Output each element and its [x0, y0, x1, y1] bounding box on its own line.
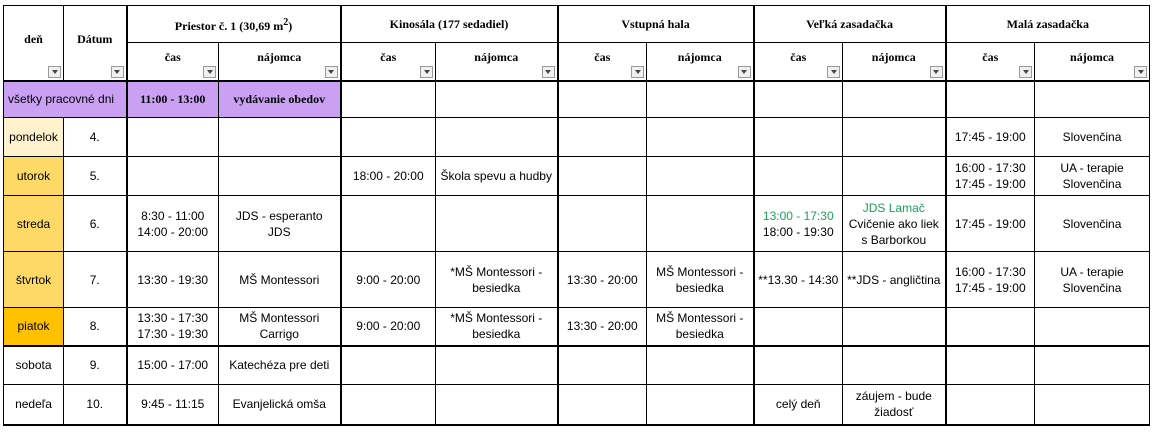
date-cell: 6. — [64, 196, 127, 252]
p1-tenant-cell — [219, 308, 341, 346]
tenant-line: žiadosť — [874, 405, 914, 420]
tenant-line: Slovenčina — [1062, 177, 1122, 191]
p1-time-cell: 13:30 - 19:30 — [127, 252, 219, 308]
tenant-line: UA - terapie — [1060, 161, 1124, 175]
header-najomca — [219, 43, 341, 81]
room-title: Veľká zasadačka — [806, 17, 893, 31]
empty-cell — [219, 157, 341, 196]
velka-tenant-cell — [843, 385, 946, 425]
filter-dropdown-icon[interactable] — [1019, 66, 1032, 78]
velka-time-cell: celý deň — [754, 385, 843, 425]
mala-tenant-cell: Slovenčina — [1035, 196, 1150, 252]
kino-tenant-cell — [436, 308, 558, 346]
empty-cell — [1035, 81, 1150, 118]
empty-cell — [946, 308, 1035, 346]
kino-time-cell: 9:00 - 20:00 — [341, 308, 436, 346]
time-line: 13:00 - 17:30 — [762, 208, 834, 223]
room-title: Kinosála (177 sedadiel) — [389, 17, 509, 31]
filter-dropdown-icon[interactable] — [325, 66, 338, 78]
room-title: Malá zasadačka — [1006, 17, 1089, 31]
empty-cell — [1035, 346, 1150, 385]
table-row-all-workdays — [4, 81, 1150, 118]
filter-dropdown-icon[interactable] — [631, 66, 644, 78]
day-cell — [4, 81, 127, 118]
empty-cell — [1035, 308, 1150, 346]
tenant-line: besiedka — [472, 327, 521, 342]
mala-tenant-cell: Slovenčina — [1035, 118, 1150, 157]
filter-dropdown-icon[interactable] — [930, 66, 943, 78]
table-row-nedela — [4, 385, 1150, 425]
time-line: 17:45 - 19:00 — [954, 177, 1026, 191]
header-row-rooms — [4, 6, 1150, 43]
p1-time-cell: 9:45 - 11:15 — [127, 385, 219, 425]
day-cell: utorok — [4, 157, 64, 196]
tenant-line: JDS Lamač — [862, 200, 925, 215]
kino-time-cell: 18:00 - 20:00 — [341, 157, 436, 196]
header-den-label: deň — [24, 31, 43, 46]
empty-cell — [754, 308, 843, 346]
empty-cell — [754, 118, 843, 157]
velka-time-cell: **13.30 - 14:30 — [754, 252, 843, 308]
mala-time-cell: 17:45 - 19:00 — [946, 196, 1035, 252]
time-line: 13:30 - 17:30 — [137, 311, 209, 326]
table-row-stvrtok — [4, 252, 1150, 308]
p1-time-cell — [127, 196, 219, 252]
tenant-line: MŠ Montessori - — [656, 264, 744, 279]
filter-dropdown-icon[interactable] — [827, 66, 840, 78]
filter-dropdown-icon[interactable] — [48, 66, 61, 78]
time-line: 8:30 - 11:00 — [141, 208, 205, 223]
header-najomca — [1035, 43, 1150, 81]
p1-tenant-cell — [219, 196, 341, 252]
room-title-sup: 2 — [283, 16, 289, 28]
tenant-line: MŠ Montessori - — [656, 311, 744, 326]
empty-cell — [843, 118, 946, 157]
empty-cell — [341, 196, 436, 252]
header-najomca-label: nájomca — [474, 50, 519, 65]
mala-time-cell: 17:45 - 19:00 — [946, 118, 1035, 157]
room-title-end: ) — [288, 18, 293, 33]
table-row-pondelok — [4, 118, 1150, 157]
empty-cell — [754, 81, 843, 118]
mala-time-cell — [946, 252, 1035, 308]
tenant-line: s Barborkou — [861, 232, 927, 247]
time-line: 18:00 - 19:30 — [762, 224, 834, 239]
empty-cell — [843, 308, 946, 346]
header-cas-label: čas — [594, 50, 611, 65]
kino-time-cell: 9:00 - 20:00 — [341, 252, 436, 308]
empty-cell — [754, 157, 843, 196]
table-row-utorok — [4, 157, 1150, 196]
table-row-streda — [4, 196, 1150, 252]
header-najomca-label: nájomca — [1070, 50, 1115, 65]
header-cas-label: čas — [790, 50, 807, 65]
empty-cell — [219, 118, 341, 157]
tenant-line: besiedka — [675, 327, 724, 342]
table-row-piatok — [4, 308, 1150, 346]
header-room-mala-zasadacka — [946, 6, 1150, 43]
header-najomca — [436, 43, 558, 81]
tenant-line: Cvičenie ako liek — [848, 216, 939, 231]
hala-tenant-cell — [647, 252, 754, 308]
empty-cell — [127, 118, 219, 157]
time-line: 16:00 - 17:30 — [954, 264, 1026, 279]
date-cell: 5. — [64, 157, 127, 196]
date-cell: 8. — [64, 308, 127, 346]
day-cell: streda — [4, 196, 64, 252]
empty-cell — [754, 346, 843, 385]
p1-time-cell — [127, 308, 219, 346]
empty-cell — [558, 81, 647, 118]
empty-cell — [436, 346, 558, 385]
day-cell: sobota — [4, 346, 64, 385]
mala-tenant-cell — [1035, 252, 1150, 308]
time-line: 16:00 - 17:30 — [954, 161, 1026, 175]
filter-dropdown-icon[interactable] — [1134, 66, 1147, 78]
header-datum-label: Dátum — [77, 31, 113, 46]
empty-cell — [558, 157, 647, 196]
empty-cell — [647, 346, 754, 385]
day-cell: štvrtok — [4, 252, 64, 308]
empty-cell — [1035, 385, 1150, 425]
room-title: Priestor č. 1 (30,69 m — [174, 18, 284, 33]
p1-tenant-cell: Evanjelická omša — [219, 385, 341, 425]
date-cell: 4. — [64, 118, 127, 157]
filter-dropdown-icon[interactable] — [420, 66, 433, 78]
header-cas-label: čas — [982, 50, 999, 65]
empty-cell — [436, 385, 558, 425]
header-room-priestor — [127, 6, 341, 43]
empty-cell — [127, 157, 219, 196]
tenant-line: JDS — [267, 224, 291, 239]
header-najomca — [647, 43, 754, 81]
filter-dropdown-icon[interactable] — [542, 66, 555, 78]
mala-tenant-cell — [1035, 157, 1150, 196]
header-cas-label: čas — [380, 50, 397, 65]
day-cell: piatok — [4, 308, 64, 346]
empty-cell — [647, 157, 754, 196]
hala-time-cell: 13:30 - 20:00 — [558, 308, 647, 346]
p1-tenant-cell: vydávanie obedov — [219, 81, 341, 118]
time-line: 17:30 - 19:30 — [137, 327, 209, 342]
empty-cell — [647, 385, 754, 425]
filter-dropdown-icon[interactable] — [111, 66, 124, 78]
velka-tenant-cell — [843, 196, 946, 252]
empty-cell — [341, 118, 436, 157]
table-row-sobota — [4, 346, 1150, 385]
p1-time-cell: 11:00 - 13:00 — [127, 81, 219, 118]
header-cas — [558, 43, 647, 81]
empty-cell — [647, 118, 754, 157]
empty-cell — [341, 385, 436, 425]
velka-time-cell — [754, 196, 843, 252]
header-datum — [64, 6, 127, 81]
tenant-line: JDS - esperanto — [235, 208, 323, 223]
header-room-kinosala — [341, 6, 558, 43]
kino-tenant-cell: Škola spevu a hudby — [436, 157, 558, 196]
header-cas — [341, 43, 436, 81]
kino-tenant-cell — [436, 252, 558, 308]
empty-cell — [341, 81, 436, 118]
empty-cell — [843, 157, 946, 196]
room-title: Vstupná hala — [621, 17, 690, 31]
empty-cell — [647, 196, 754, 252]
empty-cell — [558, 118, 647, 157]
header-row-columns — [4, 43, 1150, 81]
header-den — [4, 6, 64, 81]
tenant-line: UA - terapie — [1060, 264, 1124, 279]
header-cas — [127, 43, 219, 81]
tenant-line: záujem - bude — [855, 389, 932, 404]
tenant-line: Carrigo — [259, 327, 299, 342]
filter-dropdown-icon[interactable] — [738, 66, 751, 78]
empty-cell — [843, 81, 946, 118]
p1-tenant-cell: Katechéza pre deti — [219, 346, 341, 385]
header-cas-label: čas — [164, 50, 181, 65]
tenant-line: *MŠ Montessori - — [450, 264, 543, 279]
hala-time-cell: 13:30 - 20:00 — [558, 252, 647, 308]
header-najomca-label: nájomca — [257, 50, 302, 65]
date-cell: 10. — [64, 385, 127, 425]
hala-tenant-cell — [647, 308, 754, 346]
day-cell: pondelok — [4, 118, 64, 157]
time-line: 17:45 - 19:00 — [954, 280, 1026, 295]
tenant-line: besiedka — [675, 280, 724, 295]
filter-dropdown-icon[interactable] — [203, 66, 216, 78]
header-room-vstupna-hala — [558, 6, 754, 43]
header-najomca-label: nájomca — [677, 50, 722, 65]
header-najomca-label: nájomca — [871, 50, 916, 65]
day-label: všetky pracovné dni — [8, 92, 115, 107]
velka-tenant-cell: **JDS - angličtina — [843, 252, 946, 308]
header-cas — [754, 43, 843, 81]
empty-cell — [558, 346, 647, 385]
empty-cell — [946, 81, 1035, 118]
empty-cell — [946, 385, 1035, 425]
rental-schedule-table — [3, 5, 1150, 426]
time-line: 14:00 - 20:00 — [137, 224, 209, 239]
empty-cell — [843, 346, 946, 385]
empty-cell — [946, 346, 1035, 385]
empty-cell — [341, 346, 436, 385]
tenant-line: besiedka — [472, 280, 521, 295]
header-najomca — [843, 43, 946, 81]
empty-cell — [436, 81, 558, 118]
p1-time-cell: 15:00 - 17:00 — [127, 346, 219, 385]
header-room-velka-zasadacka — [754, 6, 946, 43]
mala-time-cell — [946, 157, 1035, 196]
tenant-line: MŠ Montessori — [239, 311, 320, 326]
empty-cell — [436, 118, 558, 157]
empty-cell — [558, 196, 647, 252]
tenant-line: *MŠ Montessori - — [450, 311, 543, 326]
p1-tenant-cell: MŠ Montessori — [219, 252, 341, 308]
empty-cell — [558, 385, 647, 425]
tenant-line: Slovenčina — [1062, 280, 1122, 295]
empty-cell — [436, 196, 558, 252]
header-cas — [946, 43, 1035, 81]
date-cell: 9. — [64, 346, 127, 385]
date-cell: 7. — [64, 252, 127, 308]
empty-cell — [647, 81, 754, 118]
day-cell: nedeľa — [4, 385, 64, 425]
